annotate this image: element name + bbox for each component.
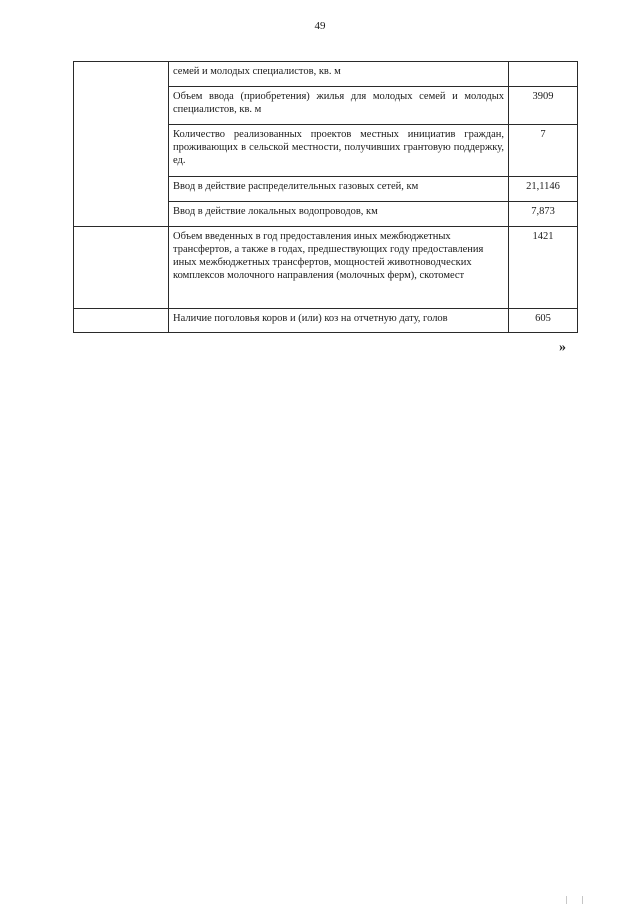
table-row [74, 309, 578, 333]
indicator-value: 7,873 [509, 202, 578, 227]
indicator-description: Объем ввода (приобретения) жилья для молодых семей и молодых специалистов, кв. м [169, 87, 509, 125]
indicators-table [73, 61, 578, 333]
indicator-value: 605 [509, 309, 578, 333]
footer-marks: | | [566, 895, 590, 904]
group-cell [74, 309, 169, 333]
indicator-value: 7 [509, 125, 578, 177]
group-cell [74, 227, 169, 309]
indicator-description: Ввод в действие локальных водопроводов, км [169, 202, 509, 227]
indicator-value: 3909 [509, 87, 578, 125]
indicator-value [509, 62, 578, 87]
closing-quote-mark: » [559, 340, 566, 355]
indicator-description: семей и молодых специалистов, кв. м [169, 62, 509, 87]
indicator-value: 21,1146 [509, 177, 578, 202]
indicator-description: Объем введенных в год предоставления иных межбюджетных трансфертов, а также в годах, предшествующих году предоставления иных межбюджетных трансфертов, мощностей животноводческих комплексов молочного направления (молочных ферм), скотомест [169, 227, 509, 309]
page-number: 49 [314, 20, 326, 32]
indicator-description: Ввод в действие распределительных газовых сетей, км [169, 177, 509, 202]
indicator-description: Количество реализованных проектов местных инициатив граждан, проживающих в сельской местности, получивших грантовую поддержку, ед. [169, 125, 509, 177]
table-row [74, 62, 578, 87]
indicator-value: 1421 [509, 227, 578, 309]
group-cell [74, 62, 169, 227]
indicator-description: Наличие поголовья коров и (или) коз на отчетную дату, голов [169, 309, 509, 333]
table-row [74, 227, 578, 309]
